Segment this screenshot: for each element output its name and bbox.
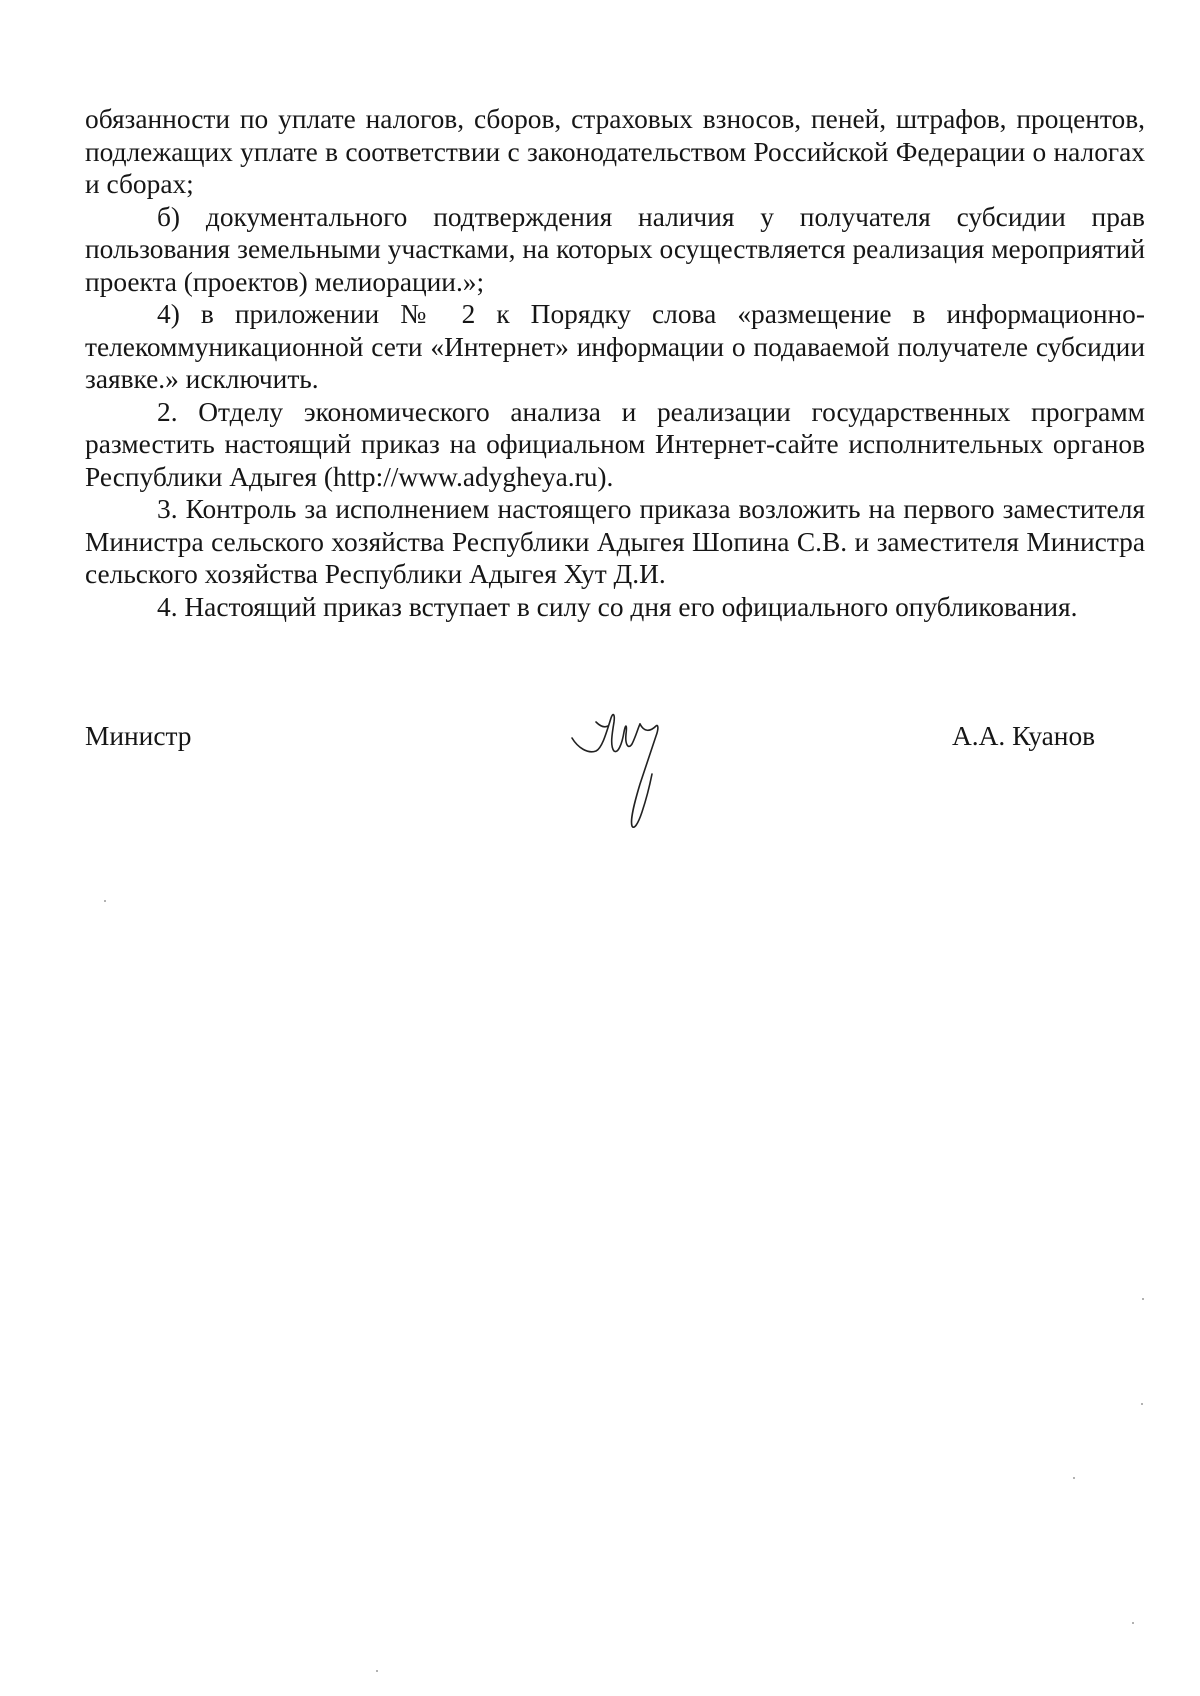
scan-speck	[1142, 1298, 1144, 1300]
scan-speck	[1073, 1477, 1075, 1479]
signature-block	[0, 720, 1200, 840]
handwritten-signature-icon	[566, 704, 686, 844]
paragraph-continuation: обязанности по уплате налогов, сборов, страховых взносов, пеней, штрафов, процентов, подлежащих уплате в соответствии с законодательством Российской Федерации о налогах и сборах;	[85, 104, 1145, 199]
scan-speck	[1132, 1622, 1134, 1624]
paragraph-item-4: 4) в приложении № 2 к Порядку слова «размещение в информационно-телекоммуникационной сети «Интернет» информации о подаваемой получателе субсидии заявке.» исключить.	[85, 299, 1145, 394]
scan-speck	[1141, 1403, 1143, 1405]
scan-speck	[104, 900, 106, 902]
paragraph-clause-4: 4. Настоящий приказ вступает в силу со дня его официального опубликования.	[157, 591, 1078, 622]
paragraph-clause-3: 3. Контроль за исполнением настоящего приказа возложить на первого заместителя Министра сельского хозяйства Республики Адыгея Шопина С.В. и заместителя Министра сельского хозяйства Республики Адыгея Хут Д.И.	[85, 494, 1145, 589]
document-body	[85, 103, 1145, 623]
scan-speck	[376, 1670, 378, 1672]
paragraph-subitem-b: б) документального подтверждения наличия у получателя субсидии прав пользования земельными участками, на которых осуществляется реализация мероприятий проекта (проектов) мелиорации.»;	[85, 201, 1145, 297]
paragraph-clause-2: 2. Отделу экономического анализа и реализации государственных программ разместить настоящий приказ на официальном Интернет-сайте исполнительных органов Республики Адыгея (http://www.adygheya.ru).	[85, 396, 1145, 492]
signatory-title: Министр	[85, 721, 192, 751]
signatory-name: А.А. Куанов	[952, 721, 1096, 751]
